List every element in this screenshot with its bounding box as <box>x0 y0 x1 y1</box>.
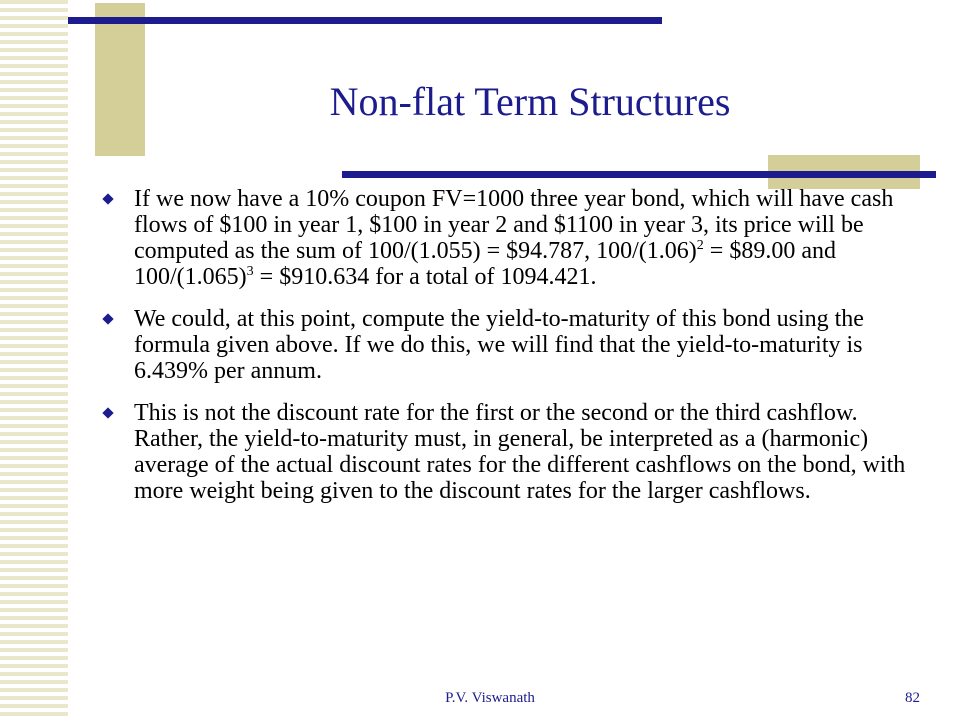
bullet-item <box>100 400 930 504</box>
decorative-rule-top <box>68 17 662 24</box>
page-number: 82 <box>905 690 920 706</box>
bullet-text-segment: = $89.00 and 100/(1.065) <box>134 238 836 290</box>
footer-author: P.V. Viswanath <box>445 690 535 706</box>
bullet-text <box>134 186 893 290</box>
bullet-text: This is not the discount rate for the first or the second or the third cashflow. Rather, the yield-to-maturity must, in general, be interpreted as a (harmonic) average of the actual discount rates for the different cashflows on the bond, with more weight being given to the discount rates for the larger cashflows. <box>134 400 906 504</box>
slide-title: Non-flat Term Structures <box>329 79 731 124</box>
bullet-text: We could, at this point, compute the yield-to-maturity of this bond using the formula given above. If we do this, we will find that the yield-to-maturity is 6.439% per annum. <box>134 306 864 384</box>
decorative-block-top <box>95 3 145 156</box>
diamond-bullet-icon <box>102 313 113 324</box>
bullet-text-segment: = $910.634 for a total of 1094.421. <box>253 264 597 290</box>
decorative-rule-middle <box>342 171 936 178</box>
bullet-item <box>100 186 930 290</box>
superscript: 3 <box>246 264 254 279</box>
superscript: 2 <box>696 238 704 253</box>
diamond-bullet-icon <box>102 193 113 204</box>
bullet-text-segment: If we now have a 10% coupon FV=1000 three year bond, which will have cash flows of $100 in year 1, $100 in year 2 and $1100 in year 3, its price will be computed as the sum of 100/(1.055) = $94.787, 100/(1.06) <box>134 186 894 264</box>
bullet-item <box>100 306 930 384</box>
bullet-list <box>100 186 930 520</box>
diamond-bullet-icon <box>102 407 113 418</box>
decorative-stripes <box>0 0 68 720</box>
